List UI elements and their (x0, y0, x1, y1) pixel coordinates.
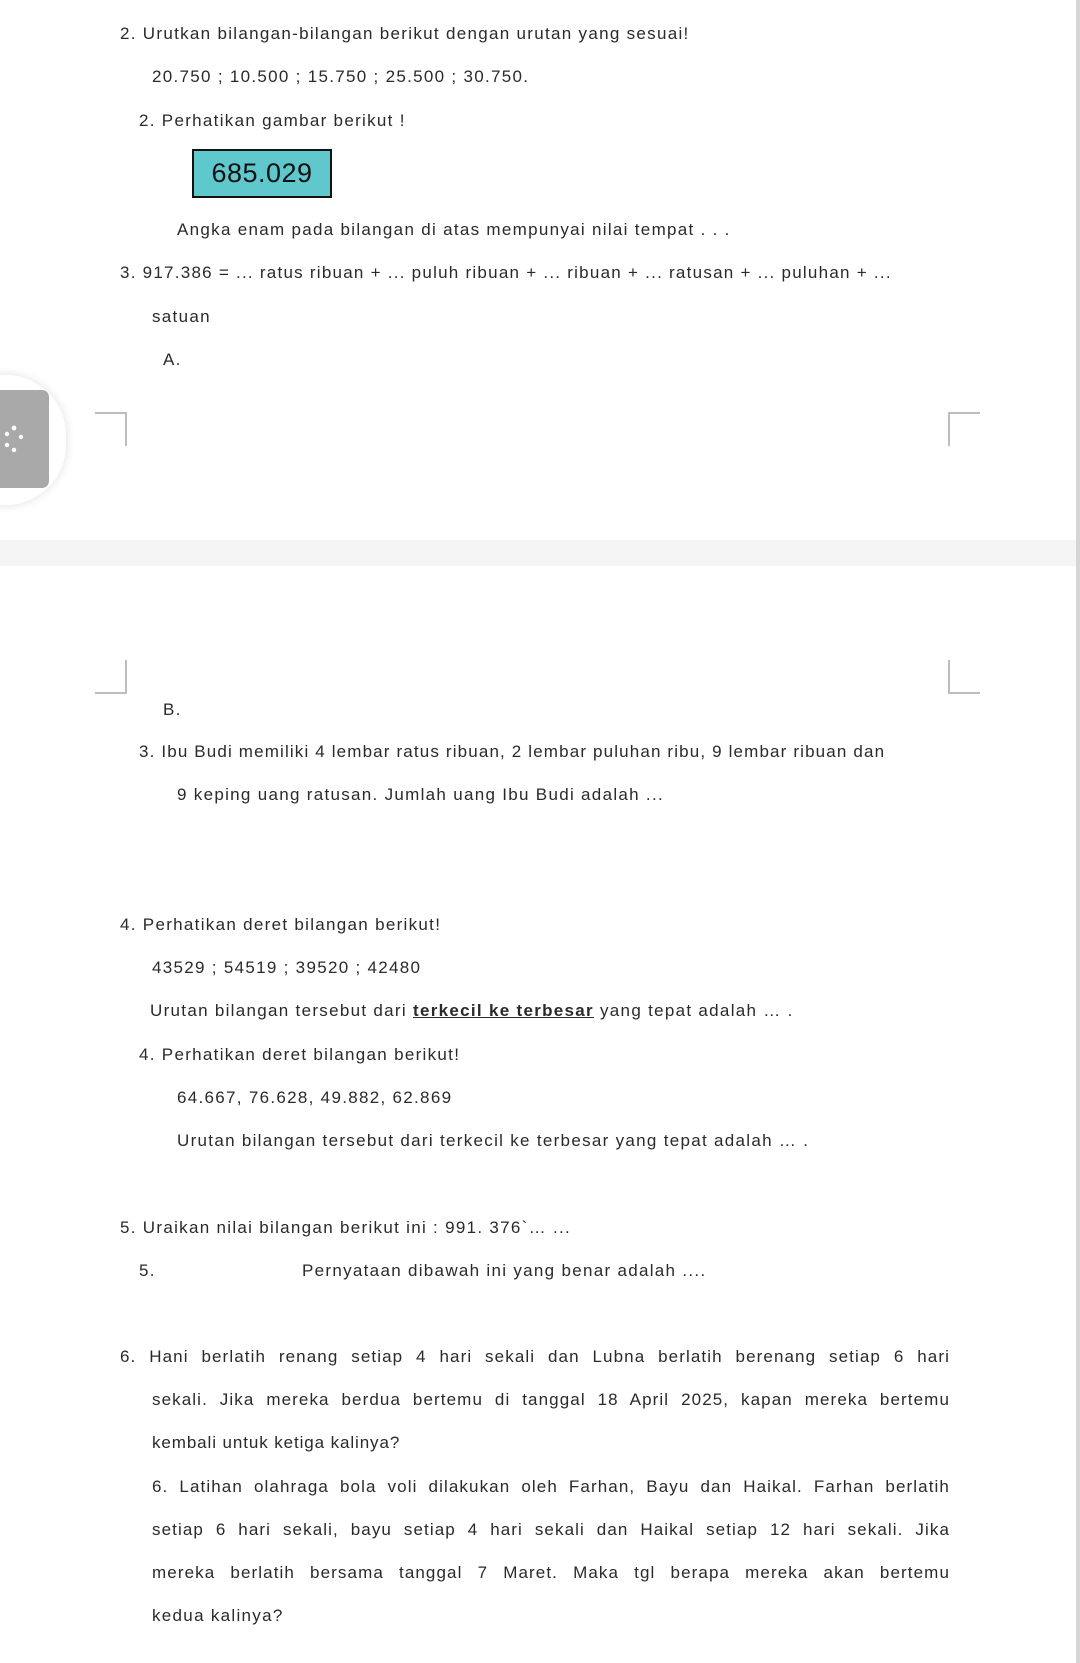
q4a-question-emphasis: terkecil ke terbesar (412, 1001, 594, 1020)
q6b-line4: kedua kalinya? (152, 1606, 284, 1625)
crop-mark-bottom-right (948, 660, 980, 694)
crop-mark-bottom-left (95, 660, 127, 694)
q2b-question: Angka enam pada bilangan di atas mempunyai nilai tempat . . . (177, 220, 731, 239)
q5b-number: 5. (139, 1261, 156, 1280)
q2b-title: 2. Perhatikan gambar berikut ! (139, 111, 406, 130)
q4a-question-suffix: yang tepat adalah … . (593, 1001, 794, 1020)
option-b-label: B. (163, 700, 182, 719)
side-tab-handle[interactable] (0, 390, 49, 488)
q4b-title: 4. Perhatikan deret bilangan berikut! (139, 1045, 461, 1064)
q3b-line2: 9 keping uang ratusan. Jumlah uang Ibu Budi adalah ... (177, 785, 664, 804)
page-gap (0, 540, 1076, 566)
boxed-number-text: 685.029 (211, 158, 313, 188)
q4b-question: Urutan bilangan tersebut dari terkecil ke terbesar yang tepat adalah … . (177, 1131, 810, 1150)
q2a-title: 2. Urutkan bilangan-bilangan berikut dengan urutan yang sesuai! (120, 24, 690, 43)
q3a-line1: 3. 917.386 = ... ratus ribuan + ... puluh ribuan + ... ribuan + ... ratusan + ... puluhan + ... (120, 263, 892, 282)
q3a-line2: satuan (152, 307, 211, 326)
q4a-numbers: 43529 ; 54519 ; 39520 ; 42480 (152, 958, 422, 977)
q4a-title: 4. Perhatikan deret bilangan berikut! (120, 915, 442, 934)
q6a-line2: sekali. Jika mereka berdua bertemu di tanggal 18 April 2025, kapan mereka bertemu (152, 1390, 950, 1409)
crop-mark-top-right (948, 412, 980, 446)
q2a-numbers: 20.750 ; 10.500 ; 15.750 ; 25.500 ; 30.750. (152, 67, 530, 86)
boxed-number (192, 149, 332, 198)
q6b-line2: setiap 6 hari sekali, bayu setiap 4 hari sekali dan Haikal setiap 12 hari sekali. Jika (152, 1520, 950, 1539)
q4a-question-prefix: Urutan bilangan tersebut dari (150, 1001, 413, 1020)
q6b-line1: 6. Latihan olahraga bola voli dilakukan oleh Farhan, Bayu dan Haikal. Farhan berlatih (152, 1477, 950, 1496)
page-edge (1076, 0, 1080, 1663)
q3b-line1: 3. Ibu Budi memiliki 4 lembar ratus ribuan, 2 lembar puluhan ribu, 9 lembar ribuan dan (139, 742, 886, 761)
loading-spinner-icon (0, 390, 49, 488)
q5b-text: Pernyataan dibawah ini yang benar adalah .... (302, 1261, 707, 1280)
option-a-label: A. (163, 350, 182, 369)
q4b-numbers: 64.667, 76.628, 49.882, 62.869 (177, 1088, 453, 1107)
q6b-line3: mereka berlatih bersama tanggal 7 Maret. Maka tgl berapa mereka akan bertemu (152, 1563, 950, 1582)
q6a-line3: kembali untuk ketiga kalinya? (152, 1433, 401, 1452)
q5a-text: 5. Uraikan nilai bilangan berikut ini : 991. 376`… ... (120, 1218, 572, 1237)
crop-mark-top-left (95, 412, 127, 446)
q6a-line1: 6. Hani berlatih renang setiap 4 hari sekali dan Lubna berlatih berenang setiap 6 hari (120, 1347, 950, 1366)
q4a-question (150, 1000, 794, 1022)
